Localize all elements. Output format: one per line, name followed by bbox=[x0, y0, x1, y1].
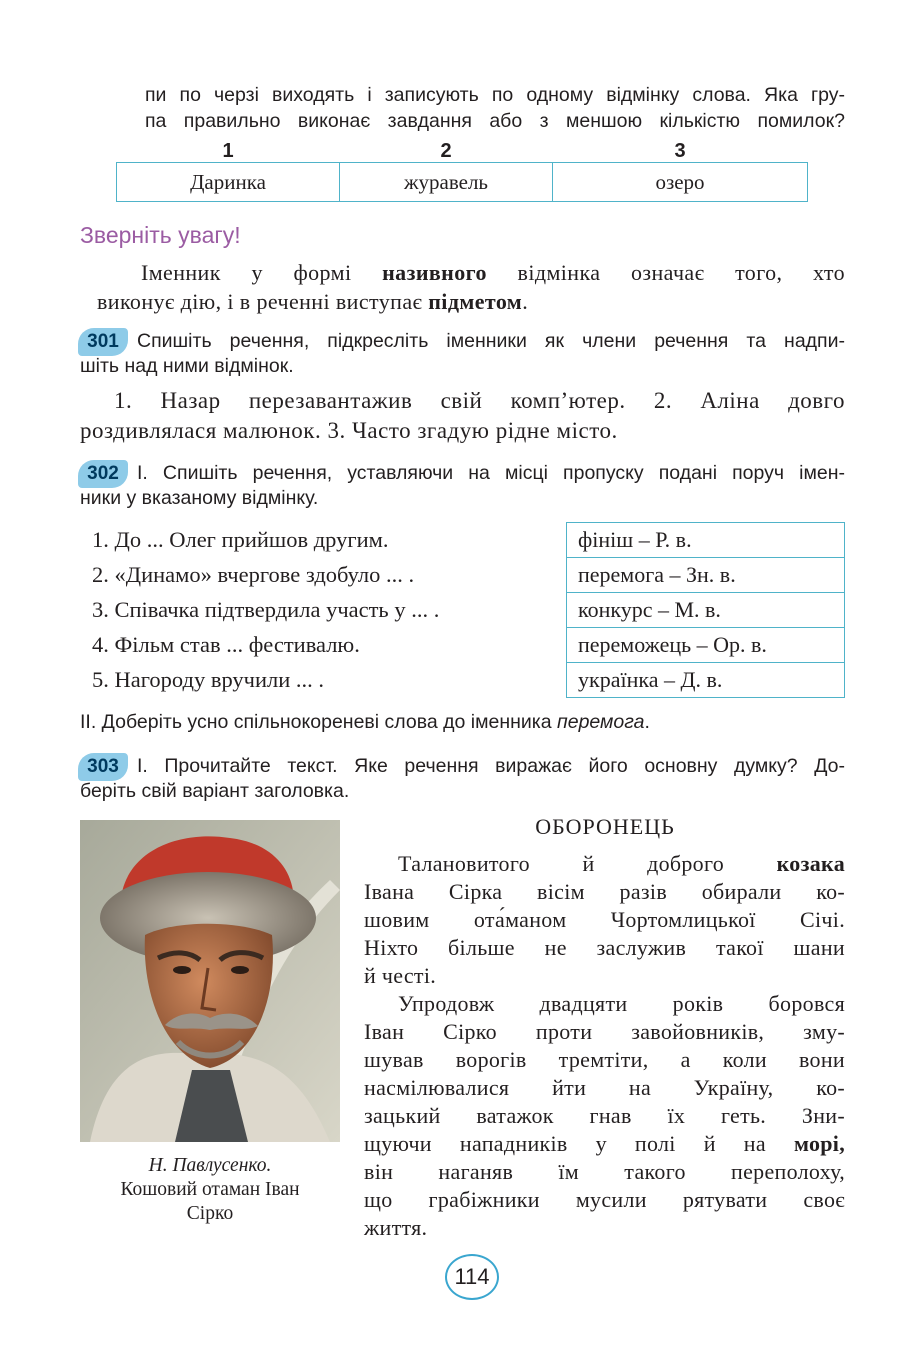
task-italic: перемога bbox=[557, 711, 645, 733]
intro-line: пи по черзі виходять і записують по одному відмінку слова. Яка гру- bbox=[145, 84, 845, 106]
rule-text: виконує дію, і в реченні виступає bbox=[97, 289, 429, 314]
caption-line: Кошовий отаман Іван bbox=[120, 1179, 300, 1200]
ex302-sentence: 3. Співачка підтвердила участь у ... . bbox=[92, 597, 440, 622]
page-number: 114 bbox=[445, 1254, 499, 1300]
rule-line bbox=[97, 287, 845, 316]
ex302-sentence: 4. Фільм став ... фестивалю. bbox=[92, 632, 360, 657]
text-line: насмілювалися йти на Україну, ко- bbox=[364, 1075, 845, 1100]
hint-cell: переможець – Ор. в. bbox=[567, 628, 845, 663]
text-span: Талановитого й доброго bbox=[398, 851, 777, 876]
text-line: зацький ватажок гнав їх геть. Зни- bbox=[364, 1103, 845, 1128]
text-line: Івана Сірка вісім разів обирали ко- bbox=[364, 879, 845, 904]
task-line: І. Спишіть речення, уставляючи на місці пропуску подані поруч імен- bbox=[137, 462, 845, 484]
ex303-text bbox=[364, 850, 845, 1242]
text-line: він наганяв їм такого переполоху, bbox=[364, 1159, 845, 1184]
exercise-number-302: 302 bbox=[78, 460, 128, 488]
text-line: Упродовж двадцяти років боровся bbox=[398, 991, 845, 1016]
cossack-portrait bbox=[80, 820, 340, 1142]
ex302-task bbox=[80, 461, 845, 511]
hint-cell: перемога – Зн. в. bbox=[567, 558, 845, 593]
rule-bold: називного bbox=[382, 260, 487, 285]
exercise-number-301: 301 bbox=[78, 328, 128, 356]
column-number: 1 bbox=[222, 140, 234, 162]
text-line: шовим ота́маном Чортомлицької Січі. bbox=[364, 907, 845, 932]
text-span: щуючи нападників у полі й на bbox=[364, 1131, 794, 1156]
text-line: життя. bbox=[364, 1215, 428, 1240]
task-line: Спишіть речення, підкресліть іменники як члени речення та надпи- bbox=[137, 330, 845, 352]
rule-text: відмінка означає того, хто bbox=[486, 260, 845, 285]
ex302-sentence: 2. «Динамо» вчергове здобуло ... . bbox=[92, 562, 415, 587]
hint-cell: фініш – Р. в. bbox=[567, 523, 845, 558]
attention-heading: Зверніть увагу! bbox=[80, 222, 241, 248]
text-line: 1. Назар перезавантажив свій комп’ютер. 2. Аліна довго bbox=[114, 388, 845, 413]
ex302-part2 bbox=[80, 710, 845, 735]
text-bold: морі, bbox=[793, 1131, 845, 1156]
ex302-hints-table bbox=[566, 522, 845, 698]
ex302-sentence: 1. До ... Олег прийшов другим. bbox=[92, 527, 389, 552]
word-cell: озеро bbox=[553, 163, 808, 202]
text-line: роздивлялася малюнок. 3. Часто згадую рідне місто. bbox=[80, 418, 618, 443]
text-title: ОБОРОНЕЦЬ bbox=[535, 814, 675, 839]
column-number: 3 bbox=[674, 140, 686, 162]
task-text: . bbox=[644, 711, 650, 733]
portrait-caption bbox=[80, 1154, 340, 1226]
text-line: й честі. bbox=[364, 963, 437, 988]
intro-line: па правильно виконає завдання або з меншою кількістю помилок? bbox=[145, 110, 845, 132]
word-table bbox=[116, 162, 808, 202]
task-line: шіть над ними відмінок. bbox=[80, 355, 294, 377]
hint-cell: українка – Д. в. bbox=[567, 663, 845, 698]
hint-cell: конкурс – М. в. bbox=[567, 593, 845, 628]
task-line: беріть свій варіант заголовка. bbox=[80, 780, 350, 802]
rule-bold: підметом bbox=[428, 289, 523, 314]
caption-line: Сірко bbox=[186, 1203, 234, 1224]
task-line: І. Прочитайте текст. Яке речення виражає його основну думку? До- bbox=[137, 755, 845, 777]
intro-text bbox=[145, 82, 845, 134]
rule-text: Іменник у формі bbox=[141, 260, 383, 285]
text-line: Іван Сірко проти завойовників, зму- bbox=[364, 1019, 845, 1044]
ex302-sentence: 5. Нагороду вручили ... . bbox=[92, 667, 325, 692]
task-line: ники у вказаному відмінку. bbox=[80, 487, 319, 509]
task-text: ІІ. Доберіть усно спільнокореневі слова до іменника bbox=[80, 711, 558, 733]
text-line: шував ворогів тремтіти, а коли вони bbox=[364, 1047, 845, 1072]
rule-line bbox=[97, 258, 845, 287]
caption-author: Н. Павлусенко. bbox=[148, 1155, 272, 1176]
text-line: що грабіжники мусили рятувати своє bbox=[364, 1187, 845, 1212]
ex303-task bbox=[80, 754, 845, 804]
exercise-number-303: 303 bbox=[78, 753, 128, 781]
column-number: 2 bbox=[440, 140, 452, 162]
text-bold: козака bbox=[776, 851, 845, 876]
text-line bbox=[364, 850, 845, 878]
ex301-text bbox=[80, 386, 845, 446]
ex301-task bbox=[80, 329, 845, 379]
word-cell: Даринка bbox=[117, 163, 340, 202]
text-line: Ніхто більше не заслужив такої шани bbox=[364, 935, 845, 960]
rule-text: . bbox=[522, 289, 529, 314]
text-line bbox=[364, 1130, 845, 1158]
rule-box bbox=[97, 258, 845, 316]
word-cell: журавель bbox=[340, 163, 553, 202]
